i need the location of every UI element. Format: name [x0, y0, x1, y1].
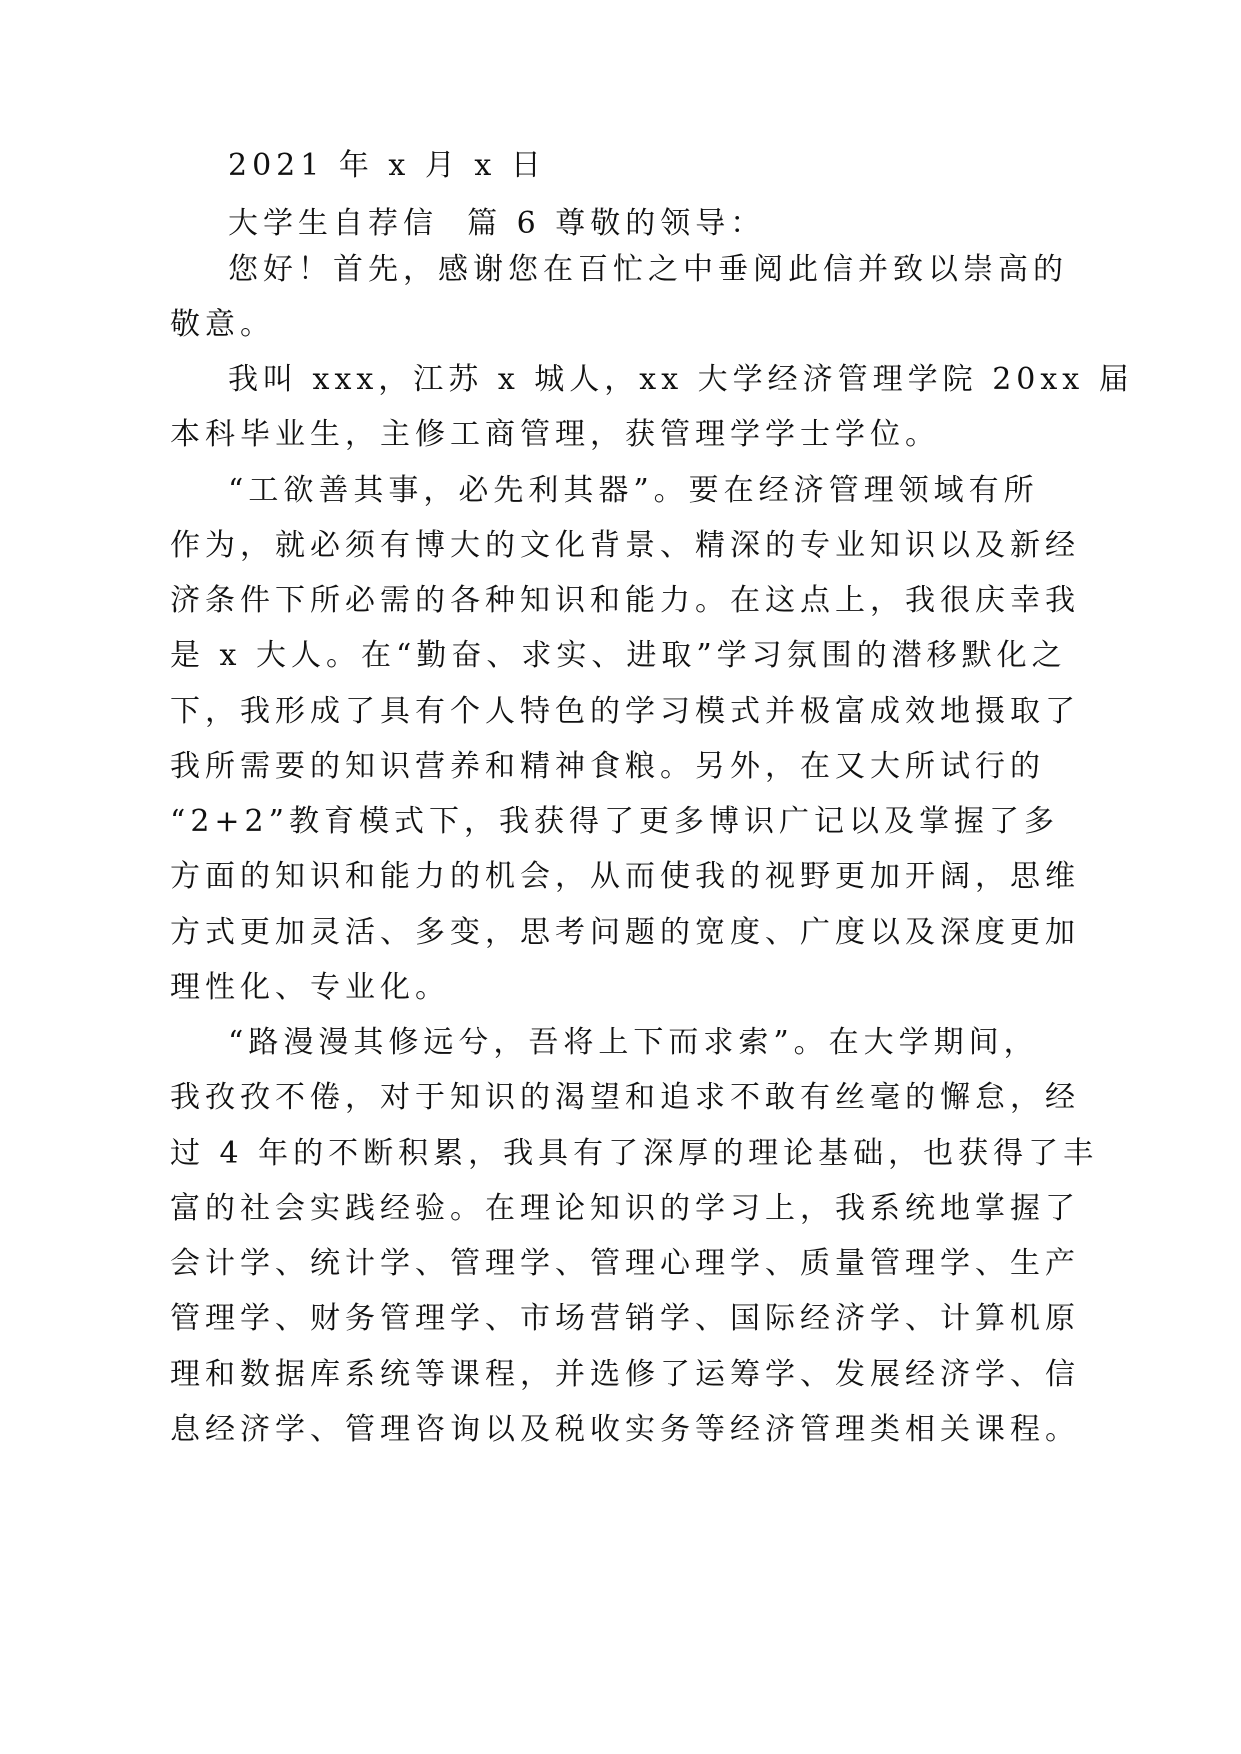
text-line: 管理学、财务管理学、市场营销学、国际经济学、计算机原 — [170, 1301, 1080, 1336]
heading-line: 大学生自荐信 篇 6 尊敬的领导： — [228, 206, 766, 241]
text-line: 作为，就必须有博大的文化背景、精深的专业知识以及新经 — [170, 528, 1080, 563]
text-line: 方面的知识和能力的机会，从而使我的视野更加开阔，思维 — [170, 859, 1080, 894]
text-line: 方式更加灵活、多变，思考问题的宽度、广度以及深度更加 — [170, 915, 1080, 950]
text-line: “路漫漫其修远兮，吾将上下而求索”。在大学期间， — [228, 1025, 1039, 1060]
text-line: 下，我形成了具有个人特色的学习模式并极富成效地摄取了 — [170, 694, 1080, 729]
text-line: 是 x 大人。在“勤奋、求实、进取”学习氛围的潜移默化之 — [170, 638, 1067, 673]
text-line: 理性化、专业化。 — [170, 970, 450, 1005]
text-line: 我叫 xxx，江苏 x 城人，xx 大学经济管理学院 20xx 届 — [228, 362, 1134, 397]
text-line: 本科毕业生，主修工商管理，获管理学学士学位。 — [170, 417, 940, 452]
date-line: 2021 年 x 月 x 日 — [228, 148, 546, 183]
text-line: 我所需要的知识营养和精神食粮。另外，在又大所试行的 — [170, 749, 1045, 784]
text-line: 富的社会实践经验。在理论知识的学习上，我系统地掌握了 — [170, 1191, 1080, 1226]
text-line: 会计学、统计学、管理学、管理心理学、质量管理学、生产 — [170, 1246, 1080, 1281]
text-line: 您好！首先，感谢您在百忙之中垂阅此信并致以崇高的 — [228, 252, 1068, 287]
text-line: 息经济学、管理咨询以及税收实务等经济管理类相关课程。 — [170, 1412, 1080, 1447]
text-line: “2+2”教育模式下，我获得了更多博识广记以及掌握了多 — [170, 804, 1059, 839]
text-line: “工欲善其事，必先利其器”。要在经济管理领域有所 — [228, 473, 1039, 508]
text-line: 我孜孜不倦，对于知识的渴望和追求不敢有丝毫的懈怠，经 — [170, 1080, 1080, 1115]
text-line: 济条件下所必需的各种知识和能力。在这点上，我很庆幸我 — [170, 583, 1080, 618]
text-line: 过 4 年的不断积累，我具有了深厚的理论基础，也获得了丰 — [170, 1136, 1099, 1171]
text-line: 理和数据库系统等课程，并选修了运筹学、发展经济学、信 — [170, 1357, 1080, 1392]
text-line: 敬意。 — [170, 307, 275, 342]
